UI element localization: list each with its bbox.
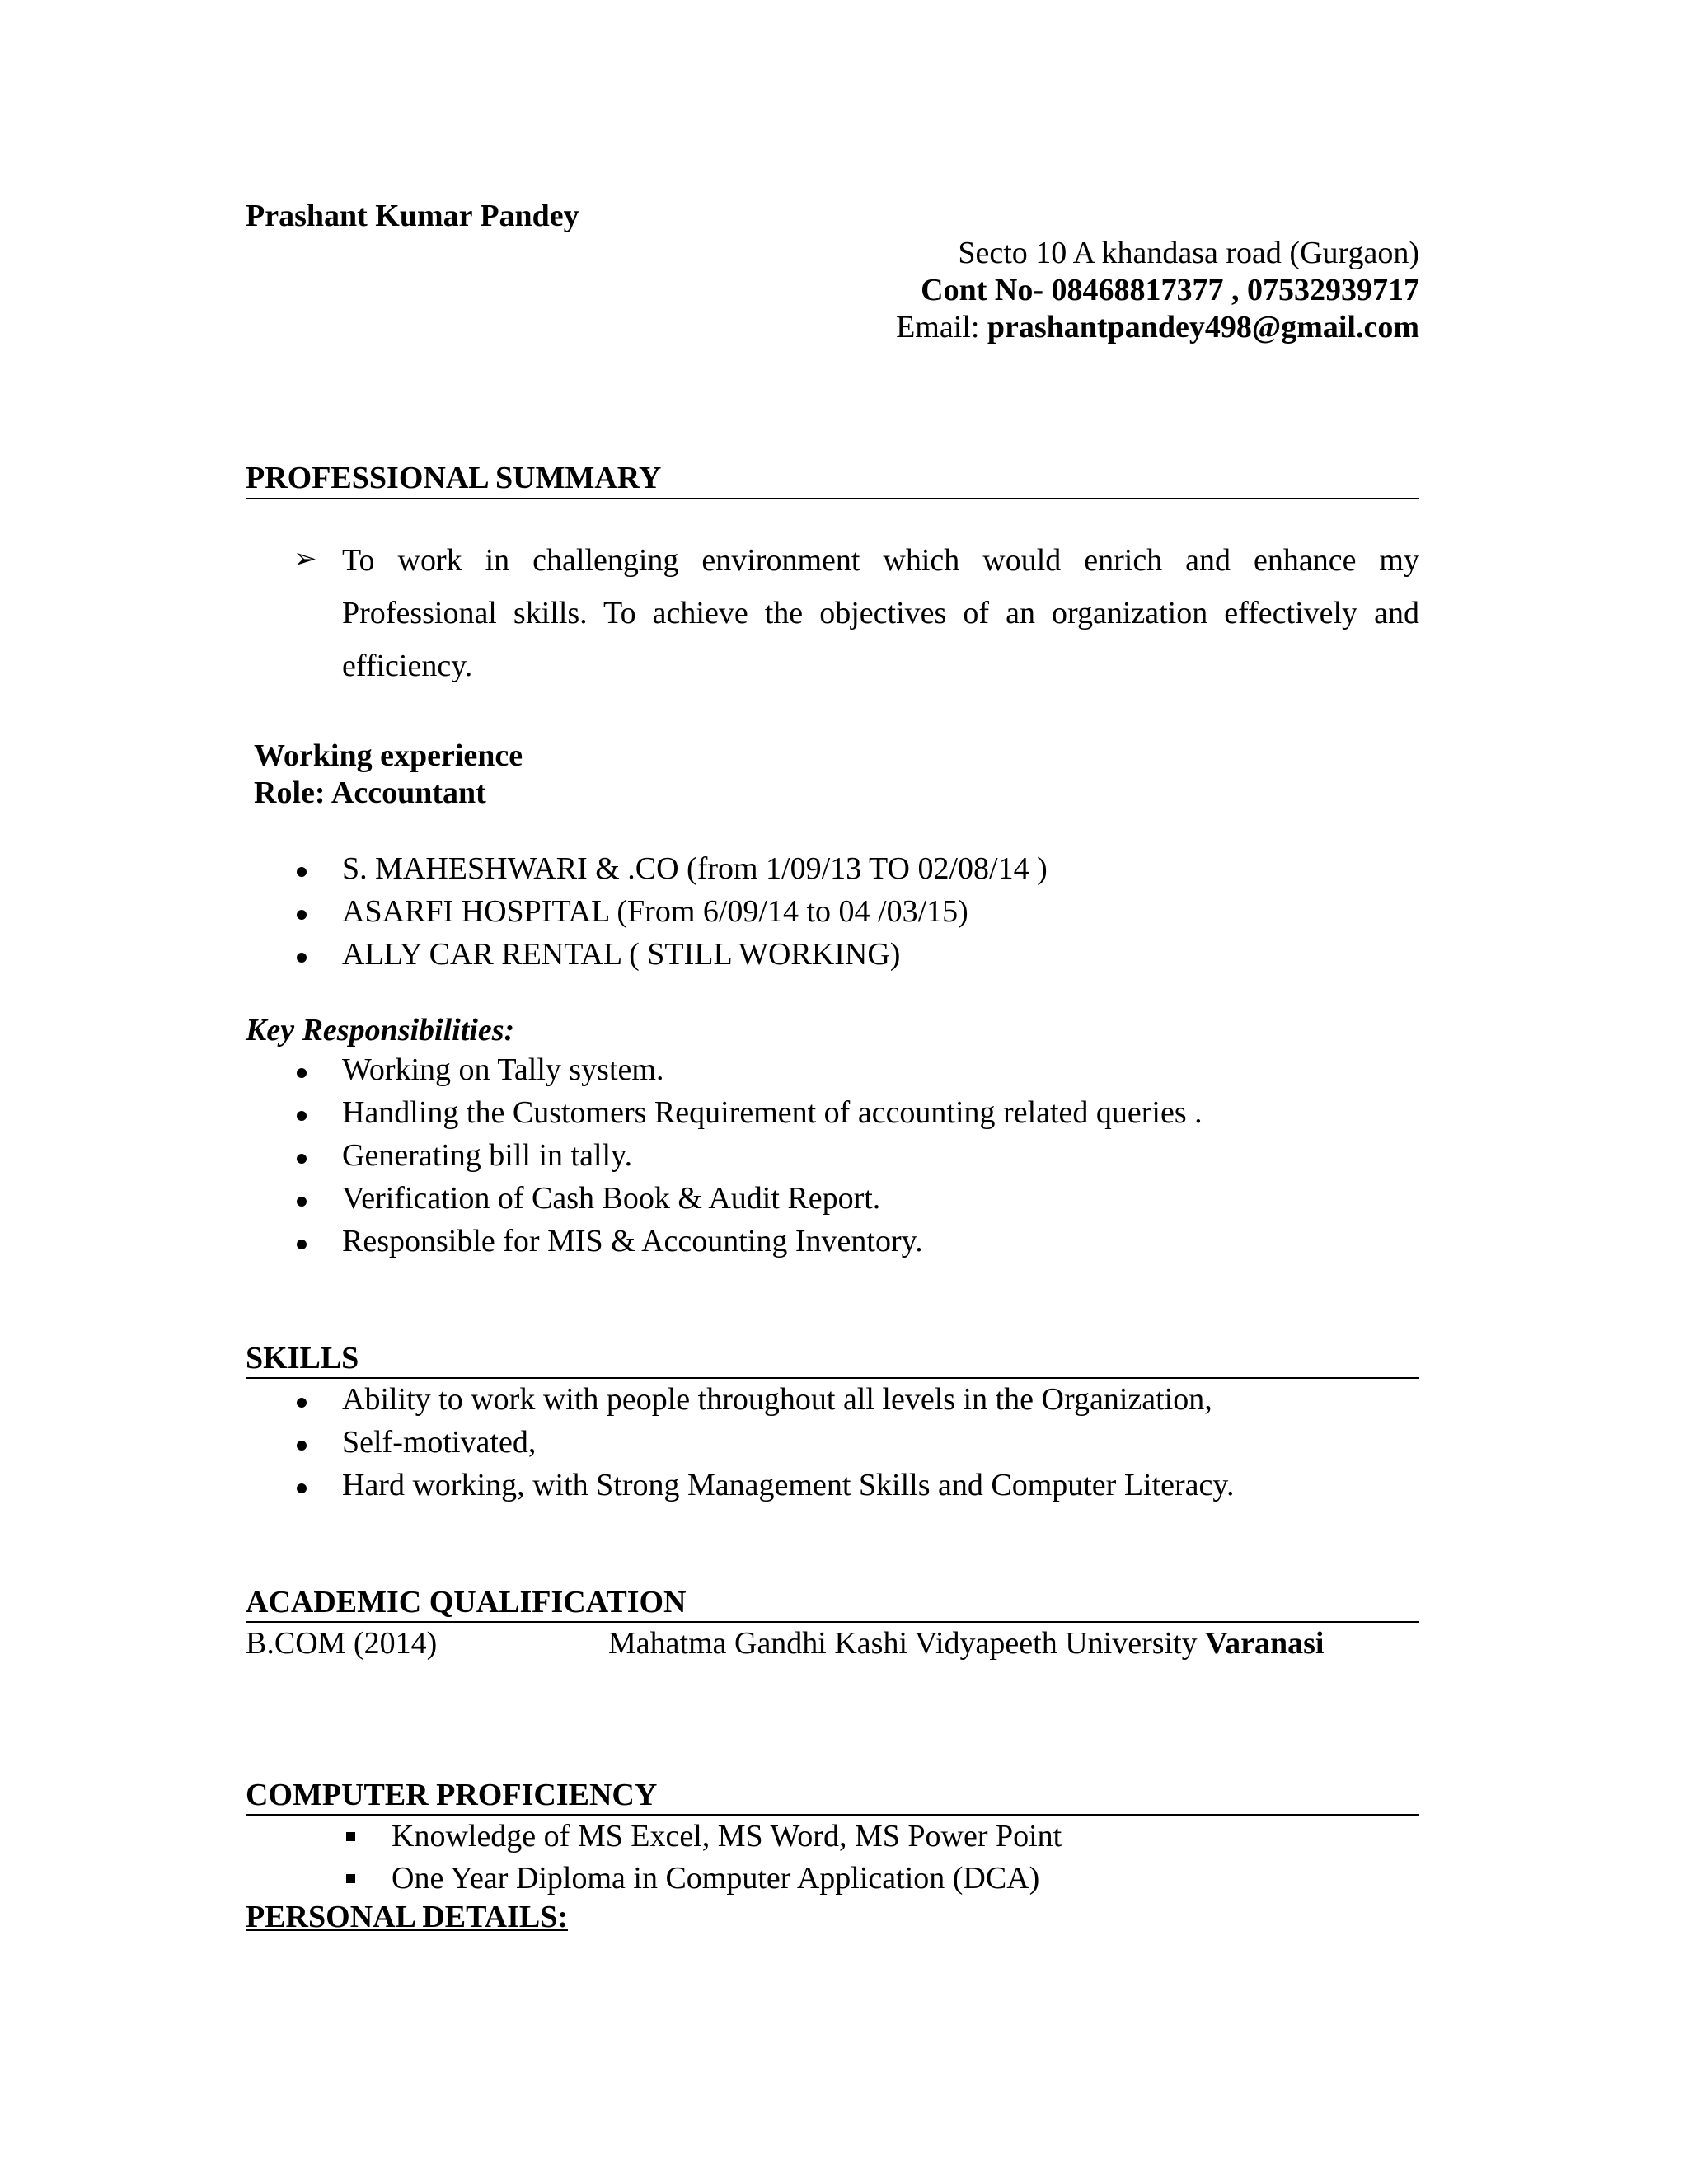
bullet-icon [297, 867, 307, 877]
computer-heading: COMPUTER PROFICIENCY [246, 1778, 658, 1812]
responsibility-item: Generating bill in tally. [342, 1138, 633, 1173]
university-city: Varanasi [1205, 1626, 1325, 1661]
skill-item: Ability to work with people throughout all levels in the Organization, [342, 1382, 1212, 1417]
bullet-icon [297, 1068, 307, 1078]
degree: B.COM (2014) [246, 1626, 438, 1661]
email-label: Email: [896, 310, 987, 344]
experience-item: S. MAHESHWARI & .CO (from 1/09/13 TO 02/08/14 ) [342, 851, 1048, 886]
professional-summary-heading: PROFESSIONAL SUMMARY [246, 461, 662, 495]
email-line [896, 309, 1419, 345]
responsibilities-heading: Key Responsibilities: [246, 1013, 515, 1047]
bullet-icon [297, 1240, 307, 1249]
square-bullet-icon [346, 1874, 355, 1883]
computer-item: One Year Diploma in Computer Application (DCA) [392, 1861, 1040, 1896]
section-rule [246, 1814, 1419, 1816]
square-bullet-icon [346, 1832, 355, 1841]
section-rule [246, 1621, 1419, 1623]
skill-item: Self-motivated, [342, 1425, 537, 1460]
bullet-icon [297, 1398, 307, 1408]
email-value: prashantpandey498@gmail.com [987, 310, 1419, 344]
arrow-bullet-icon: ➢ [293, 544, 317, 574]
address: Secto 10 A khandasa road (Gurgaon) [958, 236, 1419, 270]
bullet-icon [297, 1441, 307, 1451]
bullet-icon [297, 1154, 307, 1164]
summary-line: To work in challenging environment which would enrich and enhance my [342, 543, 1419, 578]
section-rule [246, 1377, 1419, 1379]
summary-paragraph [342, 534, 1419, 692]
responsibility-item: Verification of Cash Book & Audit Report. [342, 1181, 881, 1216]
skill-item: Hard working, with Strong Management Skills and Computer Literacy. [342, 1468, 1235, 1502]
contact-numbers: Cont No- 08468817377 , 07532939717 [921, 273, 1419, 307]
university-line [608, 1625, 1324, 1661]
personal-details-heading: PERSONAL DETAILS: [246, 1900, 569, 1934]
bullet-icon [297, 910, 307, 920]
academic-heading: ACADEMIC QUALIFICATION [246, 1585, 687, 1619]
computer-item: Knowledge of MS Excel, MS Word, MS Power Point [392, 1819, 1062, 1854]
experience-item: ASARFI HOSPITAL (From 6/09/14 to 04 /03/15) [342, 894, 968, 929]
responsibility-item: Responsible for MIS & Accounting Inventory. [342, 1224, 923, 1258]
section-rule [246, 498, 1419, 499]
skills-heading: SKILLS [246, 1341, 359, 1376]
bullet-icon [297, 1483, 307, 1493]
role-label: Role: Accountant [254, 776, 486, 810]
experience-heading: Working experience [254, 738, 523, 773]
bullet-icon [297, 953, 307, 963]
candidate-name: Prashant Kumar Pandey [246, 199, 579, 233]
bullet-icon [297, 1111, 307, 1121]
bullet-icon [297, 1197, 307, 1207]
university-name: Mahatma Gandhi Kashi Vidyapeeth University [608, 1626, 1206, 1661]
experience-item: ALLY CAR RENTAL ( STILL WORKING) [342, 937, 901, 972]
summary-line: efficiency. [342, 649, 473, 683]
summary-line: Professional skills. To achieve the objectives of an organization effectively and [342, 596, 1419, 630]
responsibility-item: Working on Tally system. [342, 1052, 664, 1087]
responsibility-item: Handling the Customers Requirement of accounting related queries . [342, 1095, 1203, 1130]
